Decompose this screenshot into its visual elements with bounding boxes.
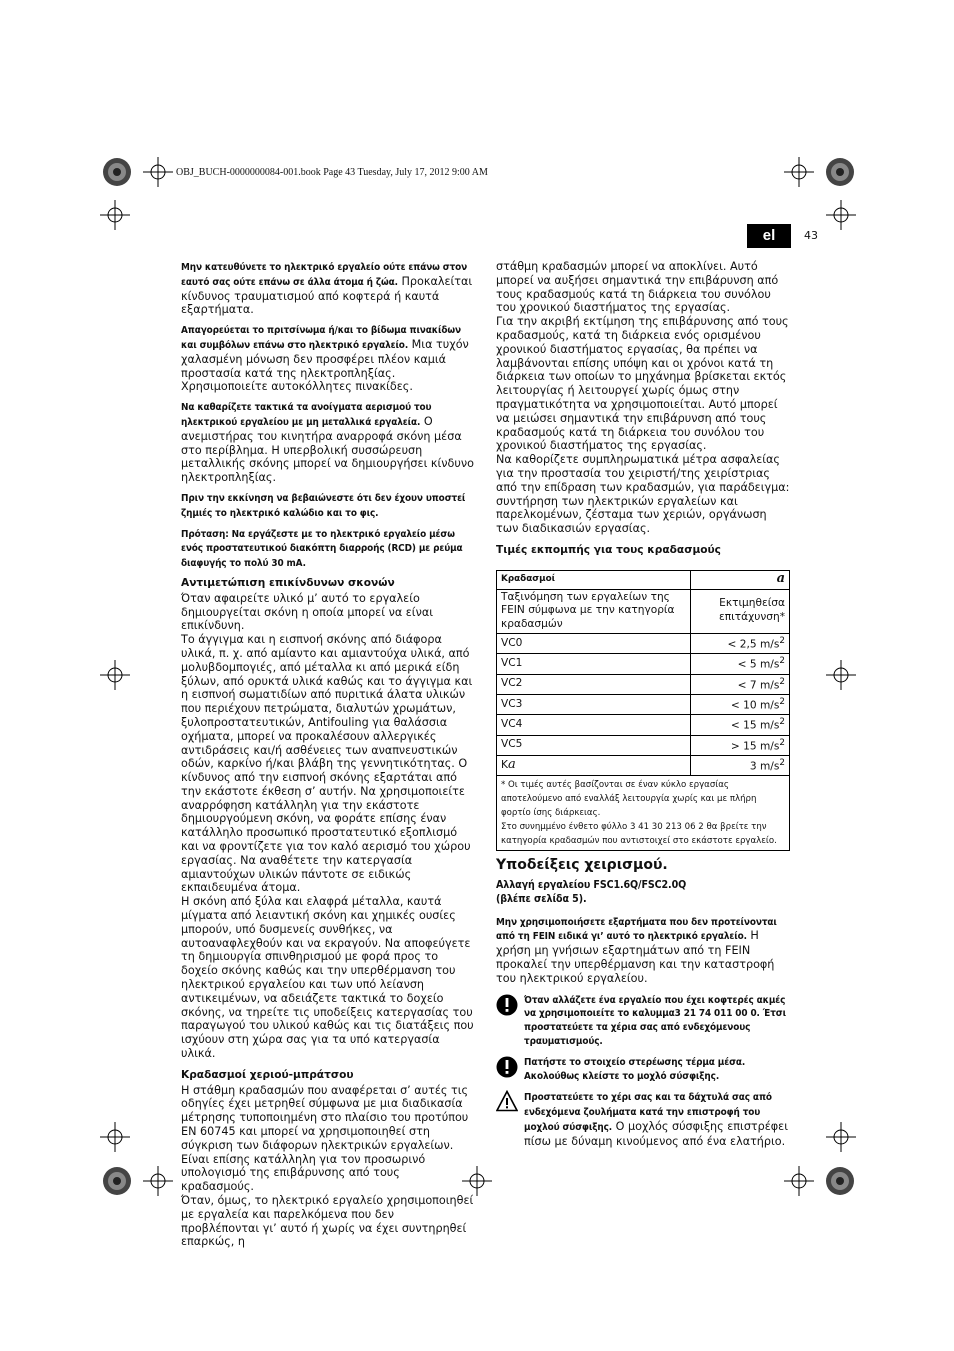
paragraph: Για την ακριβή εκτίμηση της επιβάρυνσης από τους κραδασμούς, κατά τη διάρκεια ενός ορισμένου χρονικού διαστήματος εργασίας, θα πρέπει να λαμβάνονται επίσης υπόψη και οι χρόνοι κατά τη διάρκεια των οποίων το μηχάνημα βρίσκεται εκτός λειτουργίας ή λειτουργεί χωρίς όμως στην πραγματικότητα να χρησιμοποιείται. Αυτό μπορεί να μειώσει σημαντικά την επιβάρυνση από τους κραδασμούς κατά τη διάρκεια του συνόλου του χρονικού διαστήματος της εργασίας. bbox=[496, 315, 789, 453]
registration-mark bbox=[825, 1166, 855, 1196]
crosshair-mark bbox=[826, 660, 856, 690]
table-cell: < 7 $m/s^2$ bbox=[691, 674, 790, 694]
table-cell: VC3 bbox=[497, 694, 691, 714]
table-cell: Ka bbox=[497, 755, 691, 775]
table-header-cell: Κραδασμοί bbox=[497, 570, 691, 589]
table-row bbox=[497, 674, 790, 694]
crosshair-mark bbox=[826, 1122, 856, 1152]
paragraph: Μην χρησιμοποιήσετε εξαρτήματα που δεν προτείνονται από τη FEIN ειδικά γι’ αυτό το ηλεκτρικό εργαλείο. Η χρήση μη γνήσιων εξαρτημάτων από τη FEIN προκαλεί την υπερθέρμανση και την καταστροφή του ηλεκτρικού εργαλείου. bbox=[496, 916, 777, 985]
subheading-tool-change-ref: (βλέπε σελίδα 5). bbox=[496, 892, 587, 905]
page-number: 43 bbox=[804, 229, 818, 242]
warning-block: Όταν αλλάζετε ένα εργαλείο που έχει κοφτερές ακμές να χρησιμοποιείτε το καλυμμα3 21 74 011 00 0. Έτσι προστατεύετε τα χέρια σας από ενδεχόμενους τραυματισμούς. bbox=[496, 994, 792, 1049]
table-row bbox=[497, 654, 790, 674]
table-cell: < 2,5 $m/s^2$ bbox=[691, 633, 790, 653]
table-row bbox=[497, 735, 790, 755]
table-cell: Ταξινόμηση των εργαλείων της FEIN σύμφωνα με την κατηγορία κραδασμών bbox=[497, 589, 691, 633]
table-cell: < 10 $m/s^2$ bbox=[691, 694, 790, 714]
crosshair-mark bbox=[826, 200, 856, 230]
paragraph: Πρόταση: Να εργάζεστε με το ηλεκτρικό εργαλείο μέσω ενός προστατευτικού διακόπτη διαρροής (RCD) με ρεύμα διαφυγής το πολύ 30 mA. bbox=[181, 528, 463, 570]
paragraph: Όταν αφαιρείτε υλικό μ’ αυτό το εργαλείο δημιουργείται σκόνη η οποία μπορεί να είναι επικίνδυνη. bbox=[181, 591, 433, 633]
crosshair-mark bbox=[100, 200, 130, 230]
table-cell: VC5 bbox=[497, 735, 691, 755]
table-cell: 3 $m/s^2$ bbox=[691, 755, 790, 775]
table-row bbox=[497, 755, 790, 775]
table-cell: < 15 $m/s^2$ bbox=[691, 715, 790, 735]
table-row bbox=[497, 589, 790, 633]
paragraph: Η στάθμη κραδασμών που αναφέρεται σ’ αυτές τις οδηγίες έχει μετρηθεί σύμφωνα με μια διαδικασία μέτρησης τυποποιημένη στο πλαίσιο του προτύπου EN 60745 και μπορεί να χρησιμοποιηθεί στη σύγκριση των διάφορων ηλεκτρικών εργαλείων. Είναι επίσης κατάλληλη για τον προσωρινό υπολογισμό της επιβάρυνσης από τους κραδασμούς. bbox=[181, 1083, 469, 1194]
table-cell: VC4 bbox=[497, 715, 691, 735]
registration-mark bbox=[102, 1166, 132, 1196]
paragraph: Να καθορίζετε συμπληρωματικά μέτρα ασφαλείας για την προστασία του χειριστή/της χειρίστριας από την επίδραση των κραδασμών, για παράδειγμα: συντήρηση των ηλεκτρικών εργαλείων και παρελκομένων, ζέσταμα των χεριών, οργάνωση των διαδικασιών εργασίας. bbox=[496, 453, 790, 536]
crosshair-mark bbox=[143, 1166, 173, 1196]
table-note: * Οι τιμές αυτές βασίζονται σε έναν κύκλο εργασίας αποτελούμενο από εναλλάξ λειτουργία χωρίς και με πλήρη φορτίο ίσης διάρκειας. Στο συνημμένο ένθετο φύλλο 3 41 30 213 06 2 θα βρείτε την κατηγορία κραδασμών που αντιστοιχεί στο εκάστοτε εργαλείο. bbox=[497, 776, 790, 851]
book-file-info: OBJ_BUCH-0000000084-001.book Page 43 Tuesday, July 17, 2012 9:00 AM bbox=[176, 167, 488, 178]
exclamation-circle-icon bbox=[496, 1056, 518, 1078]
table-header-row bbox=[497, 570, 790, 589]
table-cell: VC1 bbox=[497, 654, 691, 674]
section-heading-dust: Αντιμετώπιση επικίνδυνων σκονών bbox=[181, 576, 395, 589]
table-cell: < 5 $m/s^2$ bbox=[691, 654, 790, 674]
crosshair-mark bbox=[784, 1166, 814, 1196]
section-heading-usage: Υποδείξεις χειρισμού. bbox=[496, 857, 668, 874]
warning-block: Πατήστε το στοιχείο στερέωσης τέρμα μέσα. Ακολούθως κλείστε το μοχλό σύσφιξης. bbox=[496, 1056, 792, 1084]
paragraph: Η σκόνη από ξύλα και ελαφρά μέταλλα, καυτά μίγματα από λειαντική σκόνη και χημικές ουσίες μπορούν, υπό δυσμενείς συνθήκες, να αυτοαναφλεχθούν και να εκραγούν. Να αποφεύγετε τη δημιουργία σπινθηρισμού με φορά προς το δοχείο σκόνης καθώς και την υπερθέρμανση του ηλεκτρικού εργαλείου και των υπό λείανση αντικειμένων, να αδειάζετε τακτικά το δοχείο σκόνης, να τηρείτε τις υποδείξεις κατεργασίας του παραγωγού του υλικού καθώς και τις διατάξεις που ισχύουν στη χώρα σας για τα υπό κατεργασία υλικά. bbox=[181, 895, 474, 1061]
table-row bbox=[497, 694, 790, 714]
left-column bbox=[181, 260, 475, 1249]
crosshair-mark bbox=[784, 157, 814, 187]
table-row bbox=[497, 776, 790, 851]
crosshair-mark bbox=[100, 1122, 130, 1152]
vibration-table bbox=[496, 570, 790, 851]
paragraph: στάθμη κραδασμών μπορεί να αποκλίνει. Αυτό μπορεί να αυξήσει σημαντικά την επιβάρυνση από τους κραδασμούς κατά τη διάρκεια του συνόλου του χρονικού διαστήματος της εργασίας. bbox=[496, 260, 779, 315]
paragraph: Να καθαρίζετε τακτικά τα ανοίγματα αερισμού του ηλεκτρικού εργαλείου με μη μεταλλικά εργαλεία. Ο ανεμιστήρας του κινητήρα αναρροφά σκόνη μέσα στο περίβλημα. Η υπερβολική συσσώρευση μεταλλικής σκόνης μπορεί να δημιουργήσει κίνδυνο ηλεκτροπληξίας. bbox=[181, 402, 474, 485]
table-header-cell: a bbox=[691, 570, 790, 589]
paragraph: Όταν, όμως, το ηλεκτρικό εργαλείο χρησιμοποιηθεί με εργαλεία και παρελκόμενα που δεν προβλέπονται γι’ αυτό ή χωρίς να έχει συντηρηθεί επαρκώς, η bbox=[181, 1194, 474, 1249]
section-heading-vibration: Κραδασμοί χεριού-μπράτσου bbox=[181, 1068, 354, 1081]
paragraph: Απαγορεύεται το πριτσίνωμα ή/και το βίδωμα πινακίδων και συμβόλων επάνω στο ηλεκτρικό εργαλείο. Μια τυχόν χαλασμένη μόνωση δεν προσφέρει πλέον καμιά προστασία κατά της ηλεκτροπληξίας. Χρησιμοποιείτε αυτοκόλλητες πινακίδες. bbox=[181, 325, 469, 394]
paragraph: Το άγγιγμα και η εισπνοή σκόνης από διάφορα υλικά, π. χ. από αμίαντο και αμιαντούχα υλικά, από μολυβδομπογιές, από μέταλλα κι από μερικά είδη ξύλων, από ορυκτά υλικά καθώς και το άγγιγμα και η εισπνοή σωματιδίων από πυριτικά άλατα υλικών που περιέχουν πετρώματα, διαλυτών χρωμάτων, ξυλοπροστατευτικών, Antifouling για θαλάσσια οχήματα, μπορεί να προκαλέσουν αλλεργικές αντιδράσεις και/ή ασθένειες των αναπνευστικών οδών, καρκίνο ή/και βλάβη της γεννητικότητας. Ο κίνδυνος από την εισπνοή σκόνης εξαρτάται από την εκάστοτε έκθεση σ’ αυτήν. Να χρησιμοποιείτε αναρρόφηση κατάλληλη για την εκάστοτε δημιουργούμενη σκόνη, να φοράτε επίσης έναν κατάλληλο προσωπικό προστατευτικό εξοπλισμό και να φροντίζετε για τον καλό αερισμό του χώρου εργασίας. Να αναθέτετε την κατεργασία αμιαντούχων υλικών πάντοτε σε ειδικώς εκπαιδευμένα άτομα. bbox=[181, 633, 473, 895]
table-cell: > 15 $m/s^2$ bbox=[691, 735, 790, 755]
paragraph: Μην κατευθύνετε το ηλεκτρικό εργαλείο ούτε επάνω στον εαυτό σας ούτε επάνω σε άλλα άτομα ή ζώα. Προκαλείται κίνδυνος τραυματισμού από κοφτερά ή καυτά εξαρτήματα. bbox=[181, 262, 473, 317]
language-tab: el bbox=[747, 224, 791, 248]
section-heading-emission: Τιμές εκπομπής για τους κραδασμούς bbox=[496, 543, 721, 556]
table-cell: VC0 bbox=[497, 633, 691, 653]
registration-mark bbox=[825, 157, 855, 187]
exclamation-circle-icon bbox=[496, 994, 518, 1016]
warning-block: Προστατεύετε το χέρι σας και τα δάχτυλά σας από ενδεχόμενα ζουλήματα κατά την επιστροφή του μοχλού σύσφιξης. Ο μοχλός σύσφιξης επιστρέφει πίσω με δύναμη κινούμενος από ένα ελατήριο. bbox=[496, 1090, 792, 1148]
table-row bbox=[497, 633, 790, 653]
table-row bbox=[497, 715, 790, 735]
crosshair-mark bbox=[143, 157, 173, 187]
warning-triangle-icon bbox=[496, 1090, 518, 1112]
table-cell: VC2 bbox=[497, 674, 691, 694]
subheading-tool-change: Αλλαγή εργαλείου FSC1.6Q/FSC2.0Q bbox=[496, 879, 687, 892]
table-cell: Εκτιμηθείσα επιτάχυνση* bbox=[691, 589, 790, 633]
crosshair-mark bbox=[100, 660, 130, 690]
registration-mark bbox=[102, 157, 132, 187]
paragraph: Πριν την εκκίνηση να βεβαιώνεστε ότι δεν έχουν υποστεί ζημιές το ηλεκτρικό καλώδιο και το φις. bbox=[181, 492, 466, 519]
right-column bbox=[496, 260, 792, 1156]
